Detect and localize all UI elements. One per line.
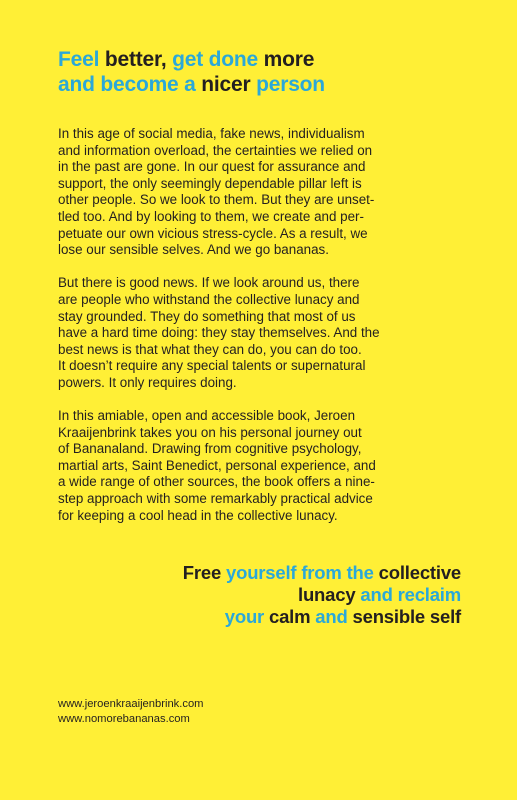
tagline-word: Free: [182, 562, 227, 583]
blurb-paragraph-2: [58, 275, 463, 391]
text-line: and information overload, the certainties we relied on: [58, 142, 373, 158]
text-line: lose our sensible selves. And we go bananas.: [58, 242, 329, 258]
tagline-word: sensible self: [352, 606, 461, 627]
blurb-paragraph-1: [58, 126, 463, 259]
text-line: powers. It only requires doing.: [58, 374, 237, 390]
text-line: for keeping a cool head in the collective lunacy.: [58, 507, 338, 523]
headline-line-1: [58, 47, 478, 72]
text-line: It doesn’t require any special talents or supernatural: [58, 358, 366, 374]
text-line: tled too. And by looking to them, we create and per-: [58, 208, 364, 224]
blurb-paragraph-3: [58, 408, 463, 524]
headline-word: nicer: [201, 73, 257, 96]
text-line: petuate our own vicious stress-cycle. As a result, we: [58, 225, 368, 241]
headline: [58, 47, 478, 97]
website-link-author[interactable]: www.jeroenkraaijenbrink.com: [58, 698, 204, 710]
text-line: have a hard time doing: they stay themselves. And the: [58, 325, 380, 341]
headline-word: and become a: [58, 73, 202, 96]
text-line: stay grounded. They do something that most of us: [58, 308, 356, 324]
headline-word: Feel: [58, 48, 105, 71]
tagline-word: your: [224, 606, 269, 627]
tagline-word: lunacy: [298, 584, 361, 605]
tagline-line-2: [41, 584, 461, 606]
tagline-word: collective: [378, 562, 461, 583]
headline-word: more: [263, 48, 315, 71]
tagline: [41, 562, 461, 628]
headline-word: person: [256, 73, 325, 96]
text-line: a wide range of other sources, the book offers a nine-: [58, 474, 375, 490]
blurb: [58, 126, 463, 541]
text-line: in the past are gone. In our quest for assurance and: [58, 159, 366, 175]
tagline-word: and reclaim: [360, 584, 461, 605]
text-line: support, the only seemingly dependable pillar left is: [58, 175, 362, 191]
website-links: [58, 697, 204, 726]
headline-word: get done: [172, 48, 264, 71]
text-line: In this age of social media, fake news, individualism: [58, 126, 365, 141]
text-line: step approach with some remarkably practical advice: [58, 491, 373, 507]
tagline-word: yourself from the: [226, 562, 379, 583]
headline-word: better,: [104, 48, 173, 71]
text-line: martial arts, Saint Benedict, personal experience, and: [58, 457, 376, 473]
tagline-word: and: [315, 606, 353, 627]
text-line: But there is good news. If we look around us, there: [58, 275, 360, 291]
website-link-book[interactable]: www.nomorebananas.com: [58, 712, 190, 725]
tagline-line-1: [41, 562, 461, 584]
text-line: Kraaijenbrink takes you on his personal journey out: [58, 424, 362, 440]
text-line: other people. So we look to them. But they are unset-: [58, 192, 375, 208]
tagline-line-3: [41, 606, 461, 628]
text-line: of Bananaland. Drawing from cognitive psychology,: [58, 441, 362, 457]
text-line: best news is that what they can do, you can do too.: [58, 341, 362, 357]
headline-line-2: [58, 72, 478, 97]
tagline-word: calm: [268, 606, 316, 627]
text-line: are people who withstand the collective lunacy and: [58, 291, 360, 307]
text-line: In this amiable, open and accessible book, Jeroen: [58, 408, 356, 424]
